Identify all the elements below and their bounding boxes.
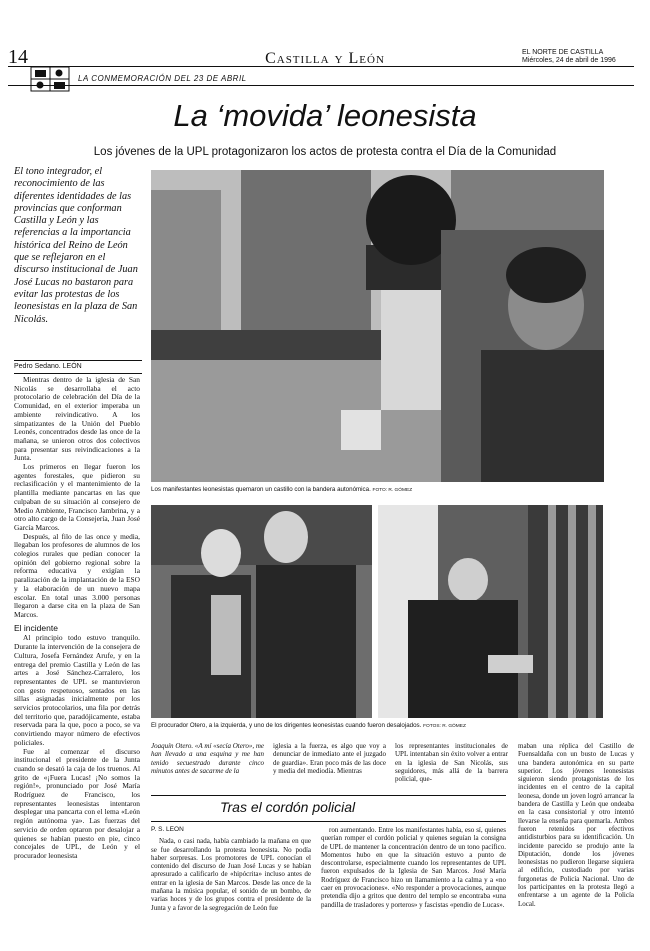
issue-date: Miércoles, 24 de abril de 1996 <box>522 57 616 64</box>
byline: Pedro Sedano. LEÓN <box>14 363 82 370</box>
lede: El tono integrador, el reconocimiento de las diferentes identidades de las provincias que conforman Castilla y León y las referencias a la importancia histórica del Reino de León que se reflejaron en el discurso institucional de Juan José Lucas no bastaron para evitar las protestas de los leonesistas en la plaza de San Nicolás. <box>14 166 138 325</box>
byline-rule <box>14 373 142 374</box>
article-column-5: maban una réplica del Castillo de Fuensaldaña con un busto de Lucas y una bandera autonómica en su parte superior. Los jóvenes leonesistas siguieron siendo protagonistas de los incidentes en el centro de la capital leonesa, donde un joven logró arrancar la bandera de Castilla y León que ondeaba en la casa consistorial y otro intentó llevarse la enseña para quemarla. Ambos fueron retenidos por efectivos antidisturbios para su identificación. Un incidente parecido se produjo ante la Diputación, donde los jóvenes leonesistas no pudieron llegarse siquiera al edificio, custodiado por varias furgonetas de Policía Nacional. Uno de los participantes en la protesta llegó a enfrentarse a un agente de la Policía Local. <box>518 742 634 908</box>
main-photo-caption <box>151 486 621 493</box>
protest-scene-image <box>151 170 604 482</box>
paragraph: Después, al filo de las once y media, llegaban los profesores de alumnos de los colegios rurales que pedían conocer la opinión del gobierno regional sobre la reforma educativa y exigían la paralización de la implantación de la ESO y la elaboración de un nuevo mapa escolar. En total unas 3.000 personas llegaron a darse cita en la plaza de San Marcos. <box>14 531 140 619</box>
caption-text: Los manifestantes leonesistas quemaron un castillo con la bandera autonómica. <box>151 486 371 493</box>
article-column-2: Joaquín Otero. «A mí «secía Otero», me han llevado a una esquina y me han tenido secuestrado durante cinco minutos antes de sacarme de la <box>151 742 264 775</box>
header-rule <box>8 66 634 67</box>
paragraph: Los primeros en llegar fueron los agentes forestales, que pidieron su reclasificación y el mantenimiento de la plantilla mediante pancartas en las que culpaban de su situación al consejero de Medio Ambiente, Francisco Jambrina, y a otro alto cargo de la Consejería, Juan José García Marcos. <box>14 462 140 532</box>
paragraph: Fue al comenzar el discurso institucional el presidente de la Junta cuando se desató la caja de los truenos. Al grito de «¡Fuera Lucas! ¡No somos la región!», pronunciado por José María Rodríguez de Francisco, los representantes leonesistas intentaron desplegar una pancarta con el lema «León región autónoma ya». Las fuerzas del servicio de orden optaron por desalojar a quienes se habían puesto en pie, cinco concejales de UPL, de León y el procurador leonesista <box>14 746 140 860</box>
sidebar-column-1 <box>151 826 311 944</box>
sidebar-column-2 <box>321 826 506 944</box>
sidebar-rule-top <box>151 795 506 796</box>
paper-name: EL NORTE DE CASTILLA <box>522 49 604 56</box>
lede-rule <box>14 360 142 361</box>
sidebar-byline: P. S. LEÓN <box>151 826 184 833</box>
sidebar-title: Tras el cordón policial <box>220 799 356 815</box>
subheading: El incidente <box>14 622 58 633</box>
paragraph: ron aumentando. Entre los manifestantes había, eso sí, quienes querían romper el cordón policial y quienes seguían la consigna de UPL de mantener la concentración dentro de un tono pacífico. Momentos hubo en que la situación estuvo a punto de descontrolarse, especialmente cuando los representantes de UPL fueron expulsados de la Iglesia de San Marcos. José María Rodríguez de Francisco hizo un llamamiento a la calma y a «no caer en provocaciones». «No responder a provocaciones, aunque pretendía dijo a gritos que dentro del templo se encontraba «una pandilla de trasladores y porteros» y fascistas «pendio de Lucas». <box>321 826 506 909</box>
headline: La ‘movida’ leonesista <box>173 98 477 133</box>
church-interior-image <box>378 505 603 718</box>
bottom-photo-caption <box>151 722 621 729</box>
photo-church-interior <box>378 505 603 718</box>
politicians-image <box>151 505 372 718</box>
page-number: 14 <box>8 46 28 68</box>
photo-credit: FOTOS: R. GÓMEZ <box>423 724 466 729</box>
photo-credit: FOTO: R. GÓMEZ <box>372 488 413 493</box>
paragraph: Al principio todo estuvo tranquilo. Durante la intervención de la consejera de Cultura, Josefa Fernández Arufe, y en la entrega del premio Castilla y León de las artes a José Sánchez-Carralero, los representantes de UPL se mantuvieron con gesto respetuoso, sentados en las sillas asignadas inicialmente por los servicios protocolarios, una fila por detrás del territorio que, paradójicamente, estaba reservada para la que, poco a poco, se va convirtiendo mayor número de efectivos policiales. <box>14 633 140 747</box>
article-column-3: iglesia a la fuerza, es algo que voy a denunciar de inmediato ante el juzgado de guardia». Eran poco más de las doce y media del mediodía. Mientras <box>273 742 386 775</box>
article-column-4: los representantes institucionales de UPL intentaban sin éxito volver a entrar en la iglesia de San Nicolás, sus seguidores, más allá de la barrera policial, que- <box>395 742 508 784</box>
section-title: Castilla y León <box>265 50 385 67</box>
subheadline: Los jóvenes de la UPL protagonizaron los actos de protesta contra el Día de la Comunidad <box>93 146 557 158</box>
caption-text: El procurador Otero, a la izquierda, y uno de los dirigentes leonesistas cuando fueron desalojados. <box>151 722 422 729</box>
section-kicker: LA CONMEMORACIÓN DEL 23 DE ABRIL <box>78 74 247 83</box>
paper-info <box>522 49 632 65</box>
sidebar-rule-bottom <box>151 821 506 822</box>
kicker-rule <box>8 85 634 86</box>
paragraph: Nada, o casi nada, había cambiado la mañana en que se fue desarrollando la protesta leonesista. No podía haber sorpresas. Los promotores de UPL conocían el contenido del discurso de Juan José Lucas y se habían apresurado a calificarlo de «hipócrita» incluso antes de entrar en la iglesia de San Marcos. Desde las once de la mañana la música popular, el sonido de un bombo, de varias hoces y de los grupos contra el presidente de la Junta y a favor de la segregación de León fue <box>151 837 311 912</box>
paragraph: Mientras dentro de la iglesia de San Nicolás se desarrollaba el acto protocolario de celebración del Día de la Comunidad, en el exterior imperaba un ambiente reivindicativo. A los simpatizantes de la Unión del Pueblo Leonés, concentrados desde las once de la mañana, se unieron otros dos colectivos para presentar sus reivindicaciones a la Junta. <box>14 376 140 463</box>
castle-lion-emblem-icon <box>30 66 70 92</box>
main-photo <box>151 170 604 482</box>
article-column-1 <box>14 376 140 936</box>
photo-politicians <box>151 505 372 718</box>
